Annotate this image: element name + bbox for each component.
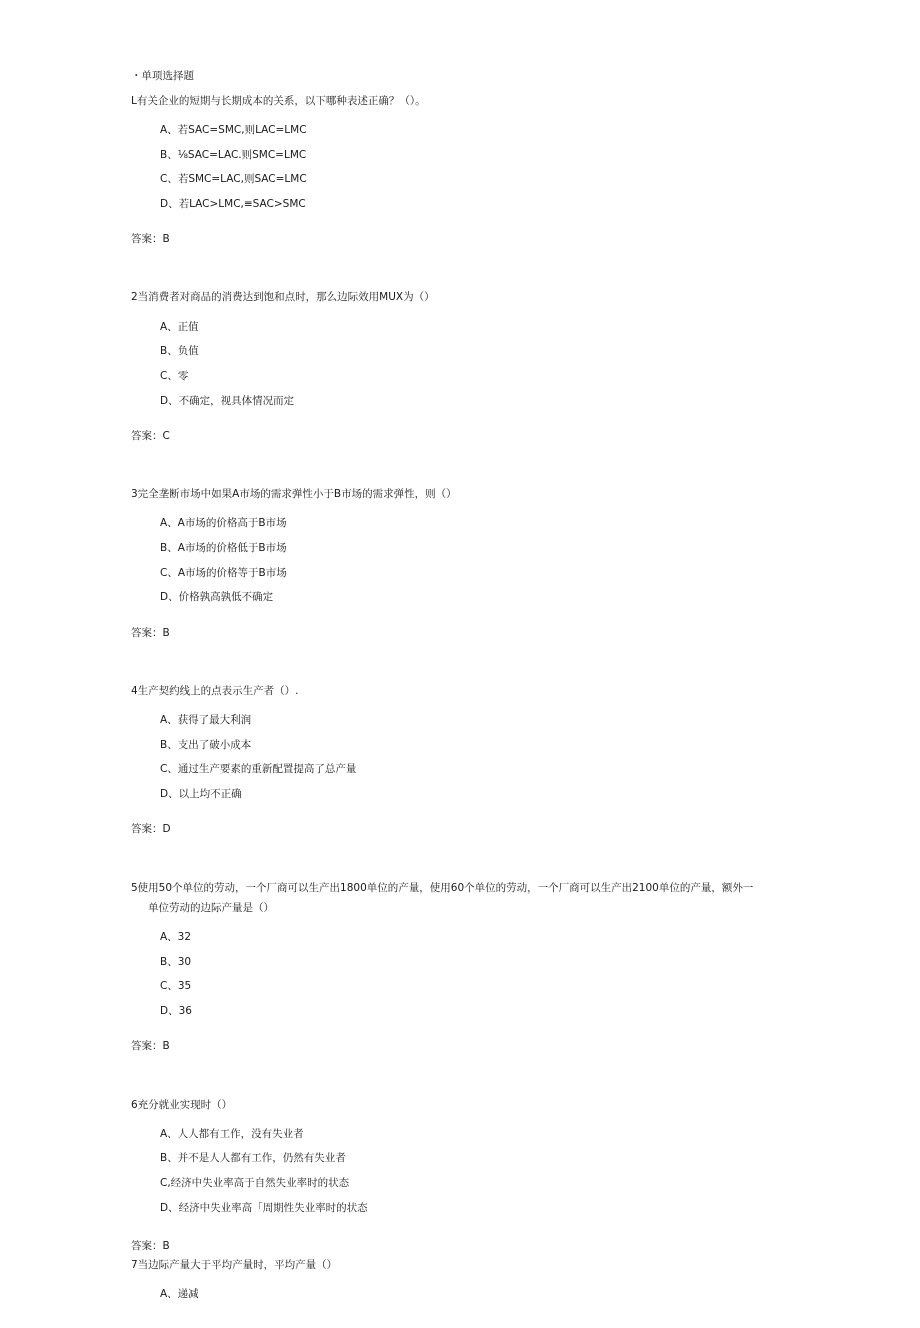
- question-stem: 5使用50个单位的劳动，一个厂商可以生产出1800单位的产量，使用60个单位的劳动，一个厂商可以生产出2100单位的产量，额外一: [131, 882, 754, 894]
- section-header: ・单项选择题: [131, 70, 194, 82]
- option-b: B、负值: [160, 345, 199, 357]
- question-stem-continuation: 单位劳动的边际产量是（）: [148, 902, 274, 914]
- option-d: D、若LAC>LMC,≡SAC>SMC: [160, 198, 306, 210]
- option-b: B、并不是人人都有工作，仍然有失业者: [160, 1152, 346, 1164]
- question-stem: 7当边际产量大于平均产量时，平均产量（）: [131, 1259, 338, 1271]
- option-d: D、价格孰高孰低不确定: [160, 591, 274, 603]
- answer-line: 答案：C: [131, 430, 170, 442]
- option-c: C,经济中失业率高于自然失业率时的状态: [160, 1177, 350, 1189]
- option-a: A、A市场的价格高于B市场: [160, 517, 287, 529]
- option-a: A、若SAC=SMC,则LAC=LMC: [160, 124, 307, 136]
- answer-line: 答案：D: [131, 823, 171, 835]
- question-stem: L有关企业的短期与长期成本的关系，以下哪种表述正确？（）。: [131, 95, 426, 107]
- option-d: D、以上均不正确: [160, 788, 242, 800]
- option-c: C、若SMC=LAC,则SAC=LMC: [160, 173, 307, 185]
- option-b: B、支出了破小成本: [160, 739, 252, 751]
- option-c: C、零: [160, 370, 189, 382]
- option-d: D、经济中失业率高「周期性失业率时的状态: [160, 1202, 368, 1214]
- option-b: B、30: [160, 956, 192, 968]
- option-a: A、32: [160, 931, 192, 943]
- option-a: A、递减: [160, 1288, 199, 1300]
- answer-line: 答案：B: [131, 233, 170, 245]
- option-a: A、人人都有工作，没有失业者: [160, 1128, 304, 1140]
- question-stem: 6充分就业实现时（）: [131, 1099, 233, 1111]
- question-stem: 4生产契约线上的点表示生产者（）.: [131, 685, 299, 697]
- option-a: A、获得了最大利润: [160, 714, 252, 726]
- option-c: C、35: [160, 980, 192, 992]
- question-stem: 2当消费者对商品的消费达到饱和点时，那么边际效用MUX为（）: [131, 291, 435, 303]
- option-c: C、通过生产要素的重新配置提高了总产量: [160, 763, 357, 775]
- option-b: B、⅛SAC=LAC.则SMC=LMC: [160, 149, 307, 161]
- option-d: D、不确定，视具体情况而定: [160, 395, 295, 407]
- option-d: D、36: [160, 1005, 192, 1017]
- option-c: C、A市场的价格等于B市场: [160, 567, 287, 579]
- answer-line: 答案：B: [131, 1240, 170, 1252]
- answer-line: 答案：B: [131, 1040, 170, 1052]
- question-stem: 3完全垄断市场中如果A市场的需求弹性小于B市场的需求弹性，则（）: [131, 488, 457, 500]
- option-b: B、A市场的价格低于B市场: [160, 542, 287, 554]
- option-a: A、正值: [160, 321, 199, 333]
- answer-line: 答案：B: [131, 627, 170, 639]
